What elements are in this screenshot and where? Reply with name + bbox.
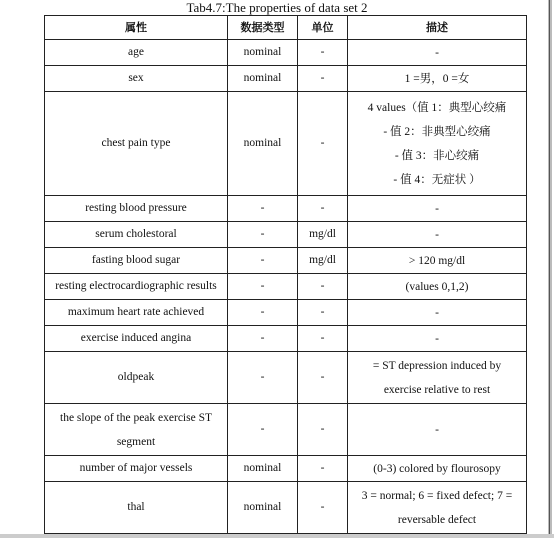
cell-type: nominal xyxy=(228,40,298,66)
cell-attribute: number of major vessels xyxy=(45,456,228,482)
attribute-text: the slope of the peak exercise ST segment xyxy=(60,411,212,448)
header-row xyxy=(45,16,527,40)
cell-description xyxy=(348,92,527,196)
table-row xyxy=(45,92,527,196)
table-row xyxy=(45,352,527,404)
description-line: reversable defect xyxy=(397,513,477,526)
table-row xyxy=(45,404,527,456)
properties-table xyxy=(44,15,527,534)
cell-unit: - xyxy=(298,404,348,456)
description-line: = ST depression induced by xyxy=(372,359,502,372)
cell-type: - xyxy=(228,196,298,222)
cell-description xyxy=(348,196,527,222)
cell-description xyxy=(348,352,527,404)
description-line: - xyxy=(435,306,439,319)
header-data-type: 数据类型 xyxy=(228,16,298,40)
cell-description xyxy=(348,248,527,274)
description-line: (0-3) colored by flourosopy xyxy=(373,462,501,475)
cell-attribute: fasting blood sugar xyxy=(45,248,228,274)
cell-attribute: chest pain type xyxy=(45,92,228,196)
cell-attribute: thal xyxy=(45,482,228,534)
cell-type: nominal xyxy=(228,456,298,482)
cell-attribute: age xyxy=(45,40,228,66)
header-unit: 单位 xyxy=(298,16,348,40)
cell-unit: - xyxy=(298,482,348,534)
cell-attribute: exercise induced angina xyxy=(45,326,228,352)
cell-attribute: sex xyxy=(45,66,228,92)
description-line: - xyxy=(435,332,439,345)
cell-attribute: oldpeak xyxy=(45,352,228,404)
table-row xyxy=(45,248,527,274)
table-row xyxy=(45,482,527,534)
description-line: 1 =男，0 =女 xyxy=(404,72,470,85)
description-line: - 值 4：无症状 ） xyxy=(393,173,481,186)
cell-unit: mg/dl xyxy=(298,248,348,274)
cell-unit: - xyxy=(298,300,348,326)
header-description: 描述 xyxy=(348,16,527,40)
description-line: - xyxy=(435,202,439,215)
cell-description xyxy=(348,40,527,66)
cell-description xyxy=(348,404,527,456)
cell-description xyxy=(348,222,527,248)
cell-unit: - xyxy=(298,352,348,404)
header-attribute: 属性 xyxy=(45,16,228,40)
description-line: > 120 mg/dl xyxy=(408,254,466,267)
cell-attribute: resting electrocardiographic results xyxy=(45,274,228,300)
cell-type: - xyxy=(228,352,298,404)
cell-type: - xyxy=(228,326,298,352)
cell-description xyxy=(348,482,527,534)
description-line: 4 values（值 1：典型心绞痛 xyxy=(367,101,507,114)
cell-unit: - xyxy=(298,456,348,482)
cell-type: - xyxy=(228,274,298,300)
cell-unit: - xyxy=(298,196,348,222)
description-line: - xyxy=(435,228,439,241)
table-caption: Tab4.7:The properties of data set 2 xyxy=(186,0,368,15)
page-bottom-shadow xyxy=(0,534,554,538)
cell-unit: - xyxy=(298,92,348,196)
table-row xyxy=(45,274,527,300)
description-line: 3 = normal; 6 = fixed defect; 7 = xyxy=(361,489,513,502)
cell-attribute xyxy=(45,404,228,456)
cell-type: - xyxy=(228,222,298,248)
cell-type: nominal xyxy=(228,482,298,534)
table-row xyxy=(45,66,527,92)
cell-attribute: maximum heart rate achieved xyxy=(45,300,228,326)
cell-unit: - xyxy=(298,66,348,92)
cell-attribute: serum cholestoral xyxy=(45,222,228,248)
table-row xyxy=(45,196,527,222)
cell-unit: - xyxy=(298,274,348,300)
cell-description xyxy=(348,456,527,482)
cell-type: nominal xyxy=(228,66,298,92)
description-line: (values 0,1,2) xyxy=(405,280,469,293)
table-row xyxy=(45,456,527,482)
table-row xyxy=(45,300,527,326)
description-line: - 值 3：非心绞痛 xyxy=(394,149,480,162)
table-row xyxy=(45,222,527,248)
description-line: - xyxy=(435,423,439,436)
cell-description xyxy=(348,66,527,92)
cell-unit: mg/dl xyxy=(298,222,348,248)
cell-type: - xyxy=(228,404,298,456)
description-line: - xyxy=(435,46,439,59)
cell-description xyxy=(348,300,527,326)
cell-type: - xyxy=(228,300,298,326)
cell-description xyxy=(348,274,527,300)
cell-unit: - xyxy=(298,40,348,66)
cell-type: - xyxy=(228,248,298,274)
cell-description xyxy=(348,326,527,352)
cell-attribute: resting blood pressure xyxy=(45,196,228,222)
description-line: exercise relative to rest xyxy=(383,383,491,396)
cell-unit: - xyxy=(298,326,348,352)
table-row xyxy=(45,326,527,352)
description-line: - 值 2：非典型心绞痛 xyxy=(383,125,491,138)
page-edge-line xyxy=(549,0,550,538)
cell-type: nominal xyxy=(228,92,298,196)
table-row xyxy=(45,40,527,66)
